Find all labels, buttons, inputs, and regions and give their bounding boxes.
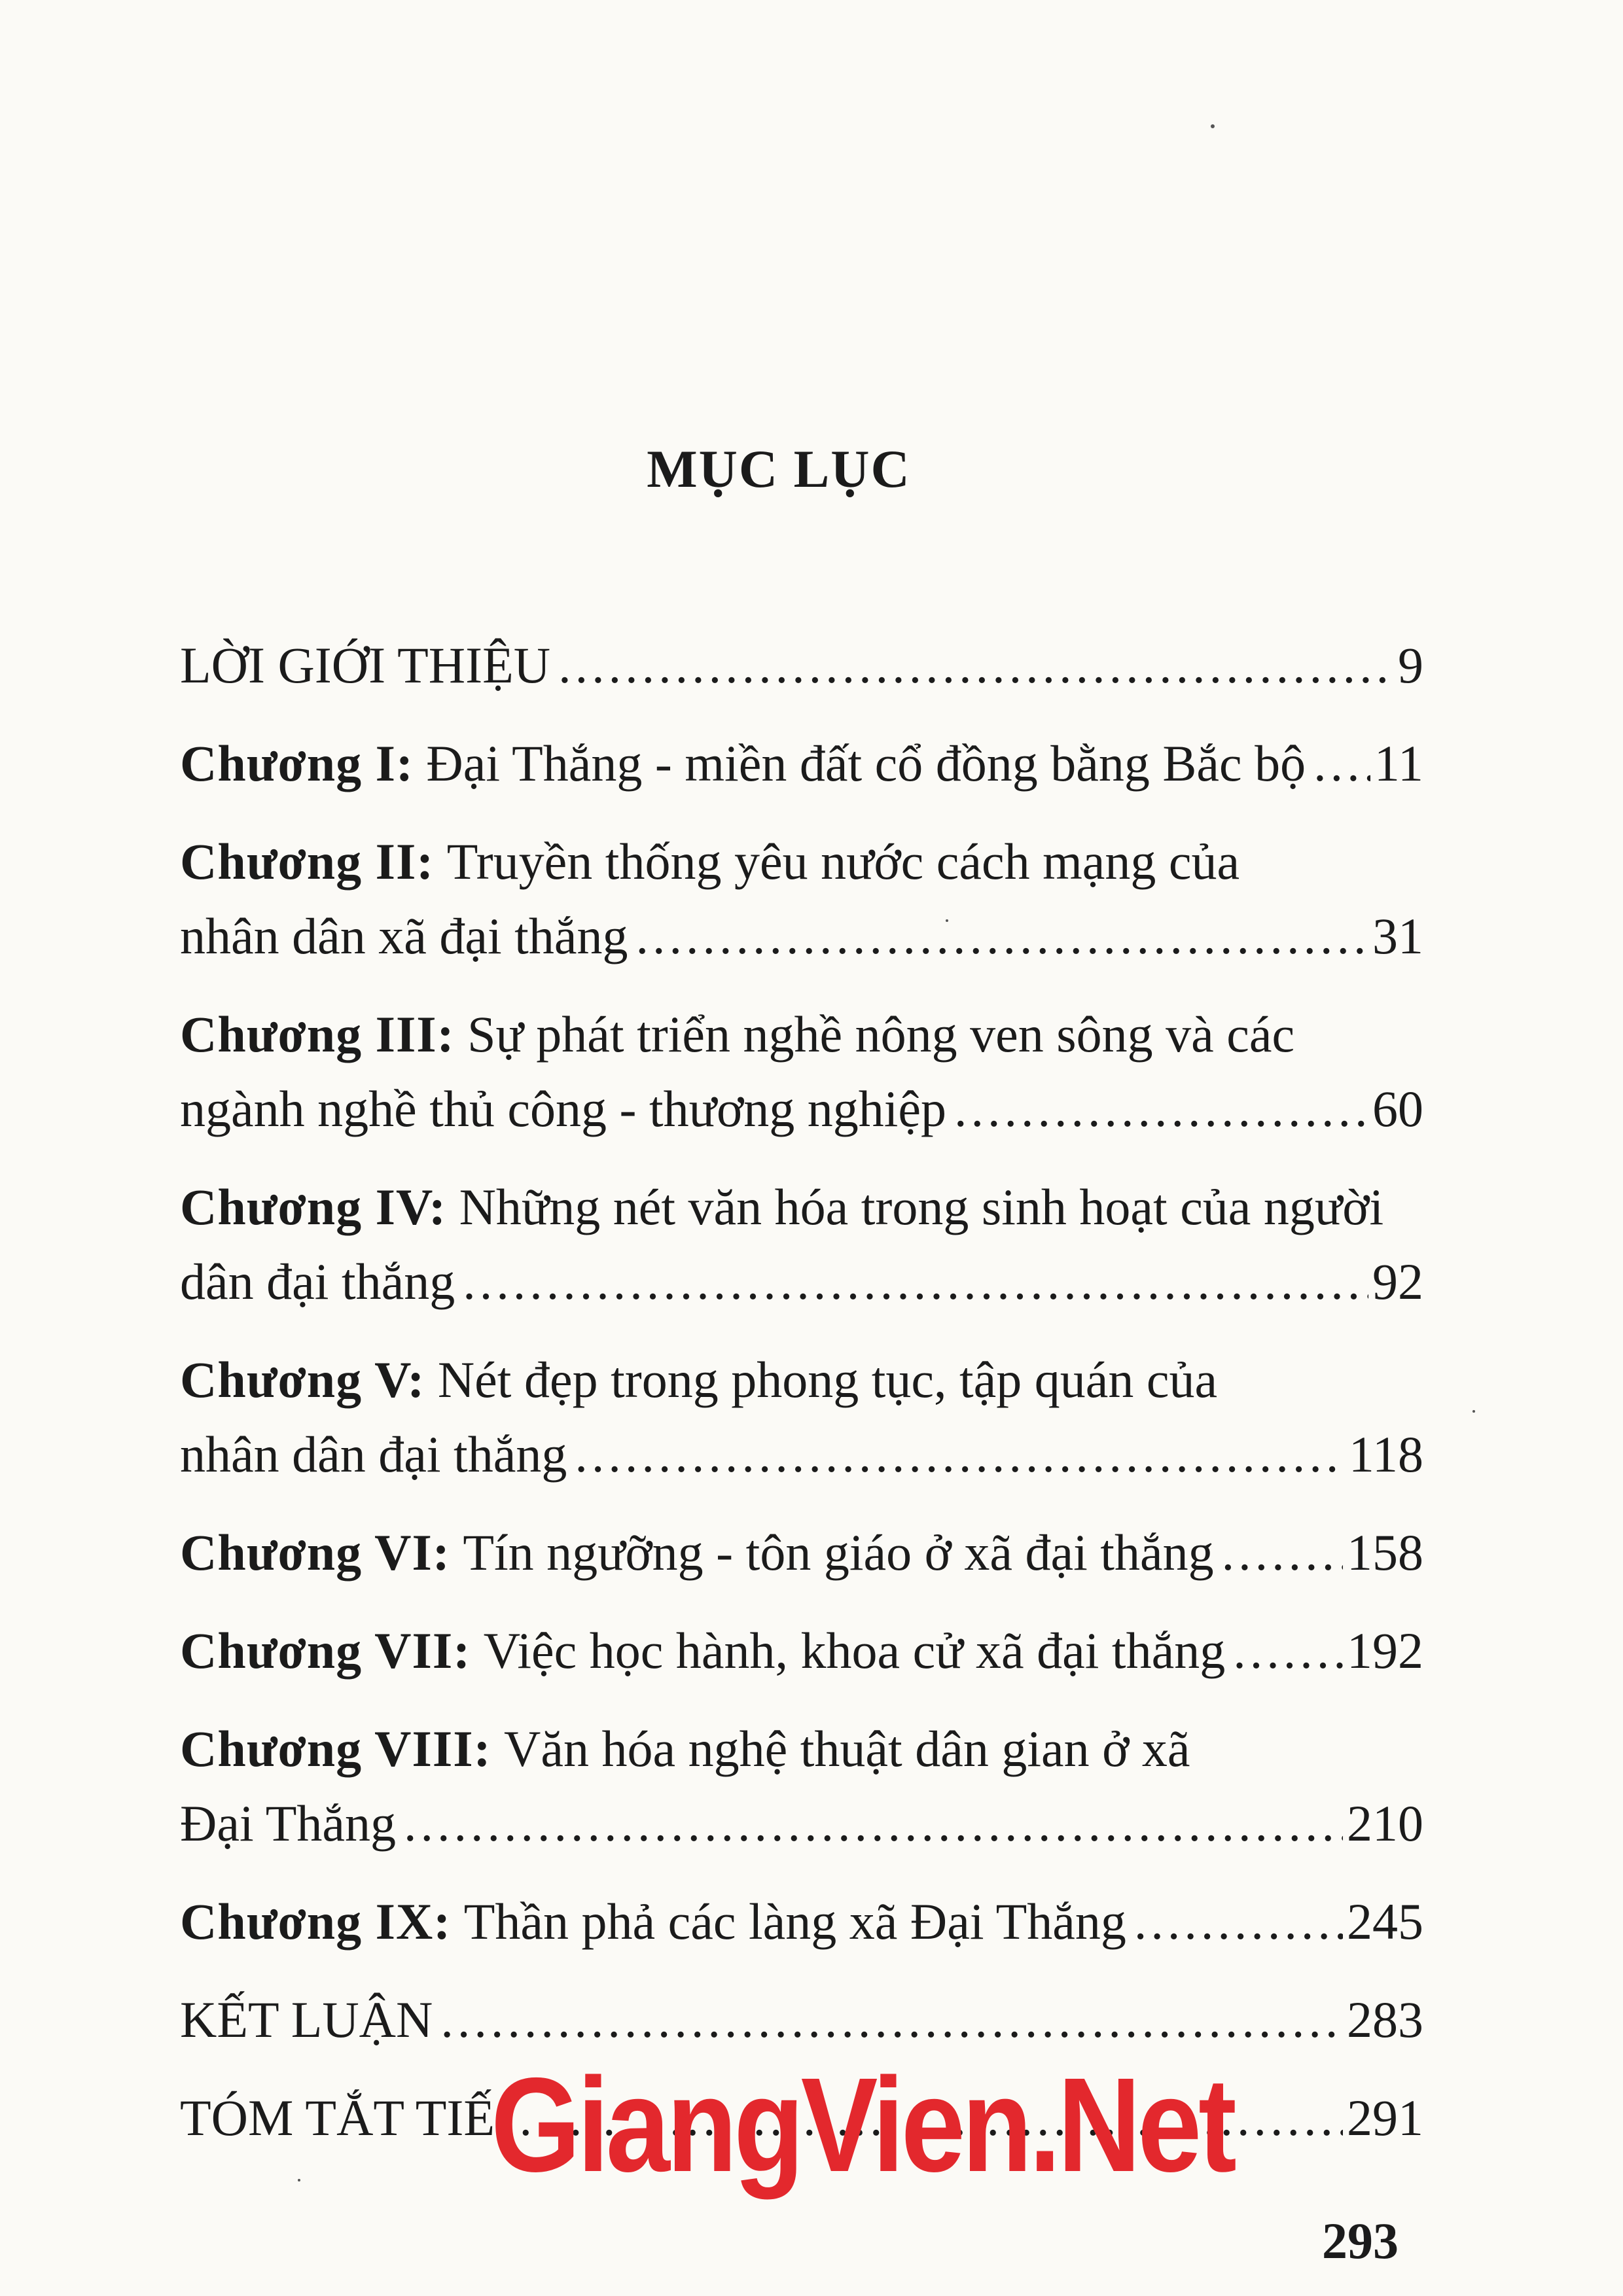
entry-title: Đại Thắng - miền đất cổ đồng bằng Bắc bộ: [426, 735, 1306, 792]
toc-line: [180, 1786, 1423, 1861]
entry-title: ngành nghề thủ công - thương nghiệp: [180, 1080, 946, 1137]
entry-title: Sự phát triển nghề nông ven sông và các: [467, 1006, 1295, 1063]
entry-page-number: 158: [1347, 1524, 1423, 1581]
dot-leader: [404, 1786, 1343, 1861]
toc-line: [180, 1884, 1423, 1959]
toc-title: MỤC LỤC: [647, 439, 911, 499]
entry-page-number: 192: [1347, 1622, 1423, 1679]
toc-line: [180, 1245, 1423, 1319]
chapter-label: Chương VI:: [180, 1524, 450, 1581]
toc-line: [180, 1712, 1423, 1786]
entry-title: LỜI GIỚI THIỆU: [180, 637, 551, 694]
page-number: 293: [1322, 2212, 1399, 2269]
entry-title: Tín ngưỡng - tôn giáo ở xã đại thắng: [463, 1524, 1214, 1581]
scan-speck: [946, 919, 948, 922]
entry-page-number: 210: [1347, 1795, 1423, 1852]
chapter-label: Chương I:: [180, 735, 414, 792]
toc-entry: [180, 1614, 1423, 1688]
toc-entry: [180, 1884, 1423, 1959]
toc-entry: [180, 1515, 1423, 1590]
chapter-label: Chương IX:: [180, 1893, 452, 1950]
chapter-label: Chương VII:: [180, 1622, 471, 1679]
toc-line: [180, 628, 1423, 703]
toc-line: [180, 1515, 1423, 1590]
entry-title: Văn hóa nghệ thuật dân gian ở xã: [504, 1720, 1190, 1777]
entry-title: nhân dân xã đại thắng: [180, 908, 628, 964]
toc-line: [180, 997, 1423, 1072]
toc-line: [180, 1072, 1423, 1146]
dot-leader: [1313, 726, 1370, 801]
toc-entry: [180, 628, 1423, 703]
entry-page-number: 31: [1372, 908, 1423, 964]
table-of-contents: [180, 628, 1423, 2179]
entry-title: Nét đẹp trong phong tục, tập quán của: [437, 1351, 1218, 1408]
toc-line: [180, 899, 1423, 974]
chapter-label: Chương II:: [180, 833, 435, 890]
entry-page-number: 60: [1372, 1080, 1423, 1137]
entry-page-number: 245: [1347, 1893, 1423, 1950]
entry-title: Thần phả các làng xã Đại Thắng: [463, 1893, 1126, 1950]
chapter-label: Chương IV:: [180, 1178, 447, 1235]
toc-line: [180, 1417, 1423, 1492]
toc-entry: [180, 1712, 1423, 1861]
entry-title: Những nét văn hóa trong sinh hoạt của người: [459, 1178, 1384, 1235]
entry-page-number: 283: [1347, 1991, 1423, 2048]
toc-entry: [180, 1170, 1423, 1319]
entry-page-number: 11: [1374, 735, 1423, 792]
toc-line: [180, 1614, 1423, 1688]
scan-speck: [298, 2179, 300, 2181]
dot-leader: [575, 1417, 1345, 1492]
dot-leader: [1134, 1884, 1343, 1959]
toc-line: [180, 1170, 1423, 1245]
dot-leader: [635, 899, 1368, 974]
toc-entry: [180, 1343, 1423, 1492]
entry-title: dân đại thắng: [180, 1253, 455, 1310]
toc-line: [180, 1983, 1423, 2057]
toc-entry: [180, 1983, 1423, 2057]
entry-title: nhân dân đại thắng: [180, 1426, 567, 1483]
toc-entry: [180, 997, 1423, 1146]
dot-leader: [954, 1072, 1368, 1146]
chapter-label: Chương V:: [180, 1351, 425, 1408]
entry-title: Truyền thống yêu nước cách mạng của: [446, 833, 1240, 890]
dot-leader: [1233, 1614, 1343, 1688]
entry-title: TÓM TẮT TIẾ: [180, 2089, 495, 2146]
dot-leader: [1222, 1515, 1343, 1590]
dot-leader: [463, 1245, 1368, 1319]
entry-page-number: 291: [1347, 2089, 1423, 2146]
scan-speck: [1211, 124, 1215, 128]
entry-page-number: 92: [1372, 1253, 1423, 1310]
entry-page-number: 118: [1348, 1426, 1423, 1483]
scan-speck: [1472, 1410, 1475, 1413]
entry-page-number: 9: [1398, 637, 1423, 694]
entry-title: KẾT LUẬN: [180, 1991, 433, 2048]
chapter-label: Chương VIII:: [180, 1720, 491, 1777]
toc-line: [180, 726, 1423, 801]
toc-line: [180, 1343, 1423, 1417]
chapter-label: Chương III:: [180, 1006, 455, 1063]
dot-leader: [558, 628, 1394, 703]
watermark-logo: GiangVien.Net: [491, 2050, 1234, 2200]
toc-line: [180, 824, 1423, 899]
toc-entry: [180, 726, 1423, 801]
toc-entry: [180, 824, 1423, 974]
dot-leader: [440, 1983, 1343, 2057]
entry-title: Đại Thắng: [180, 1795, 396, 1852]
entry-title: Việc học hành, khoa cử xã đại thắng: [483, 1622, 1226, 1679]
